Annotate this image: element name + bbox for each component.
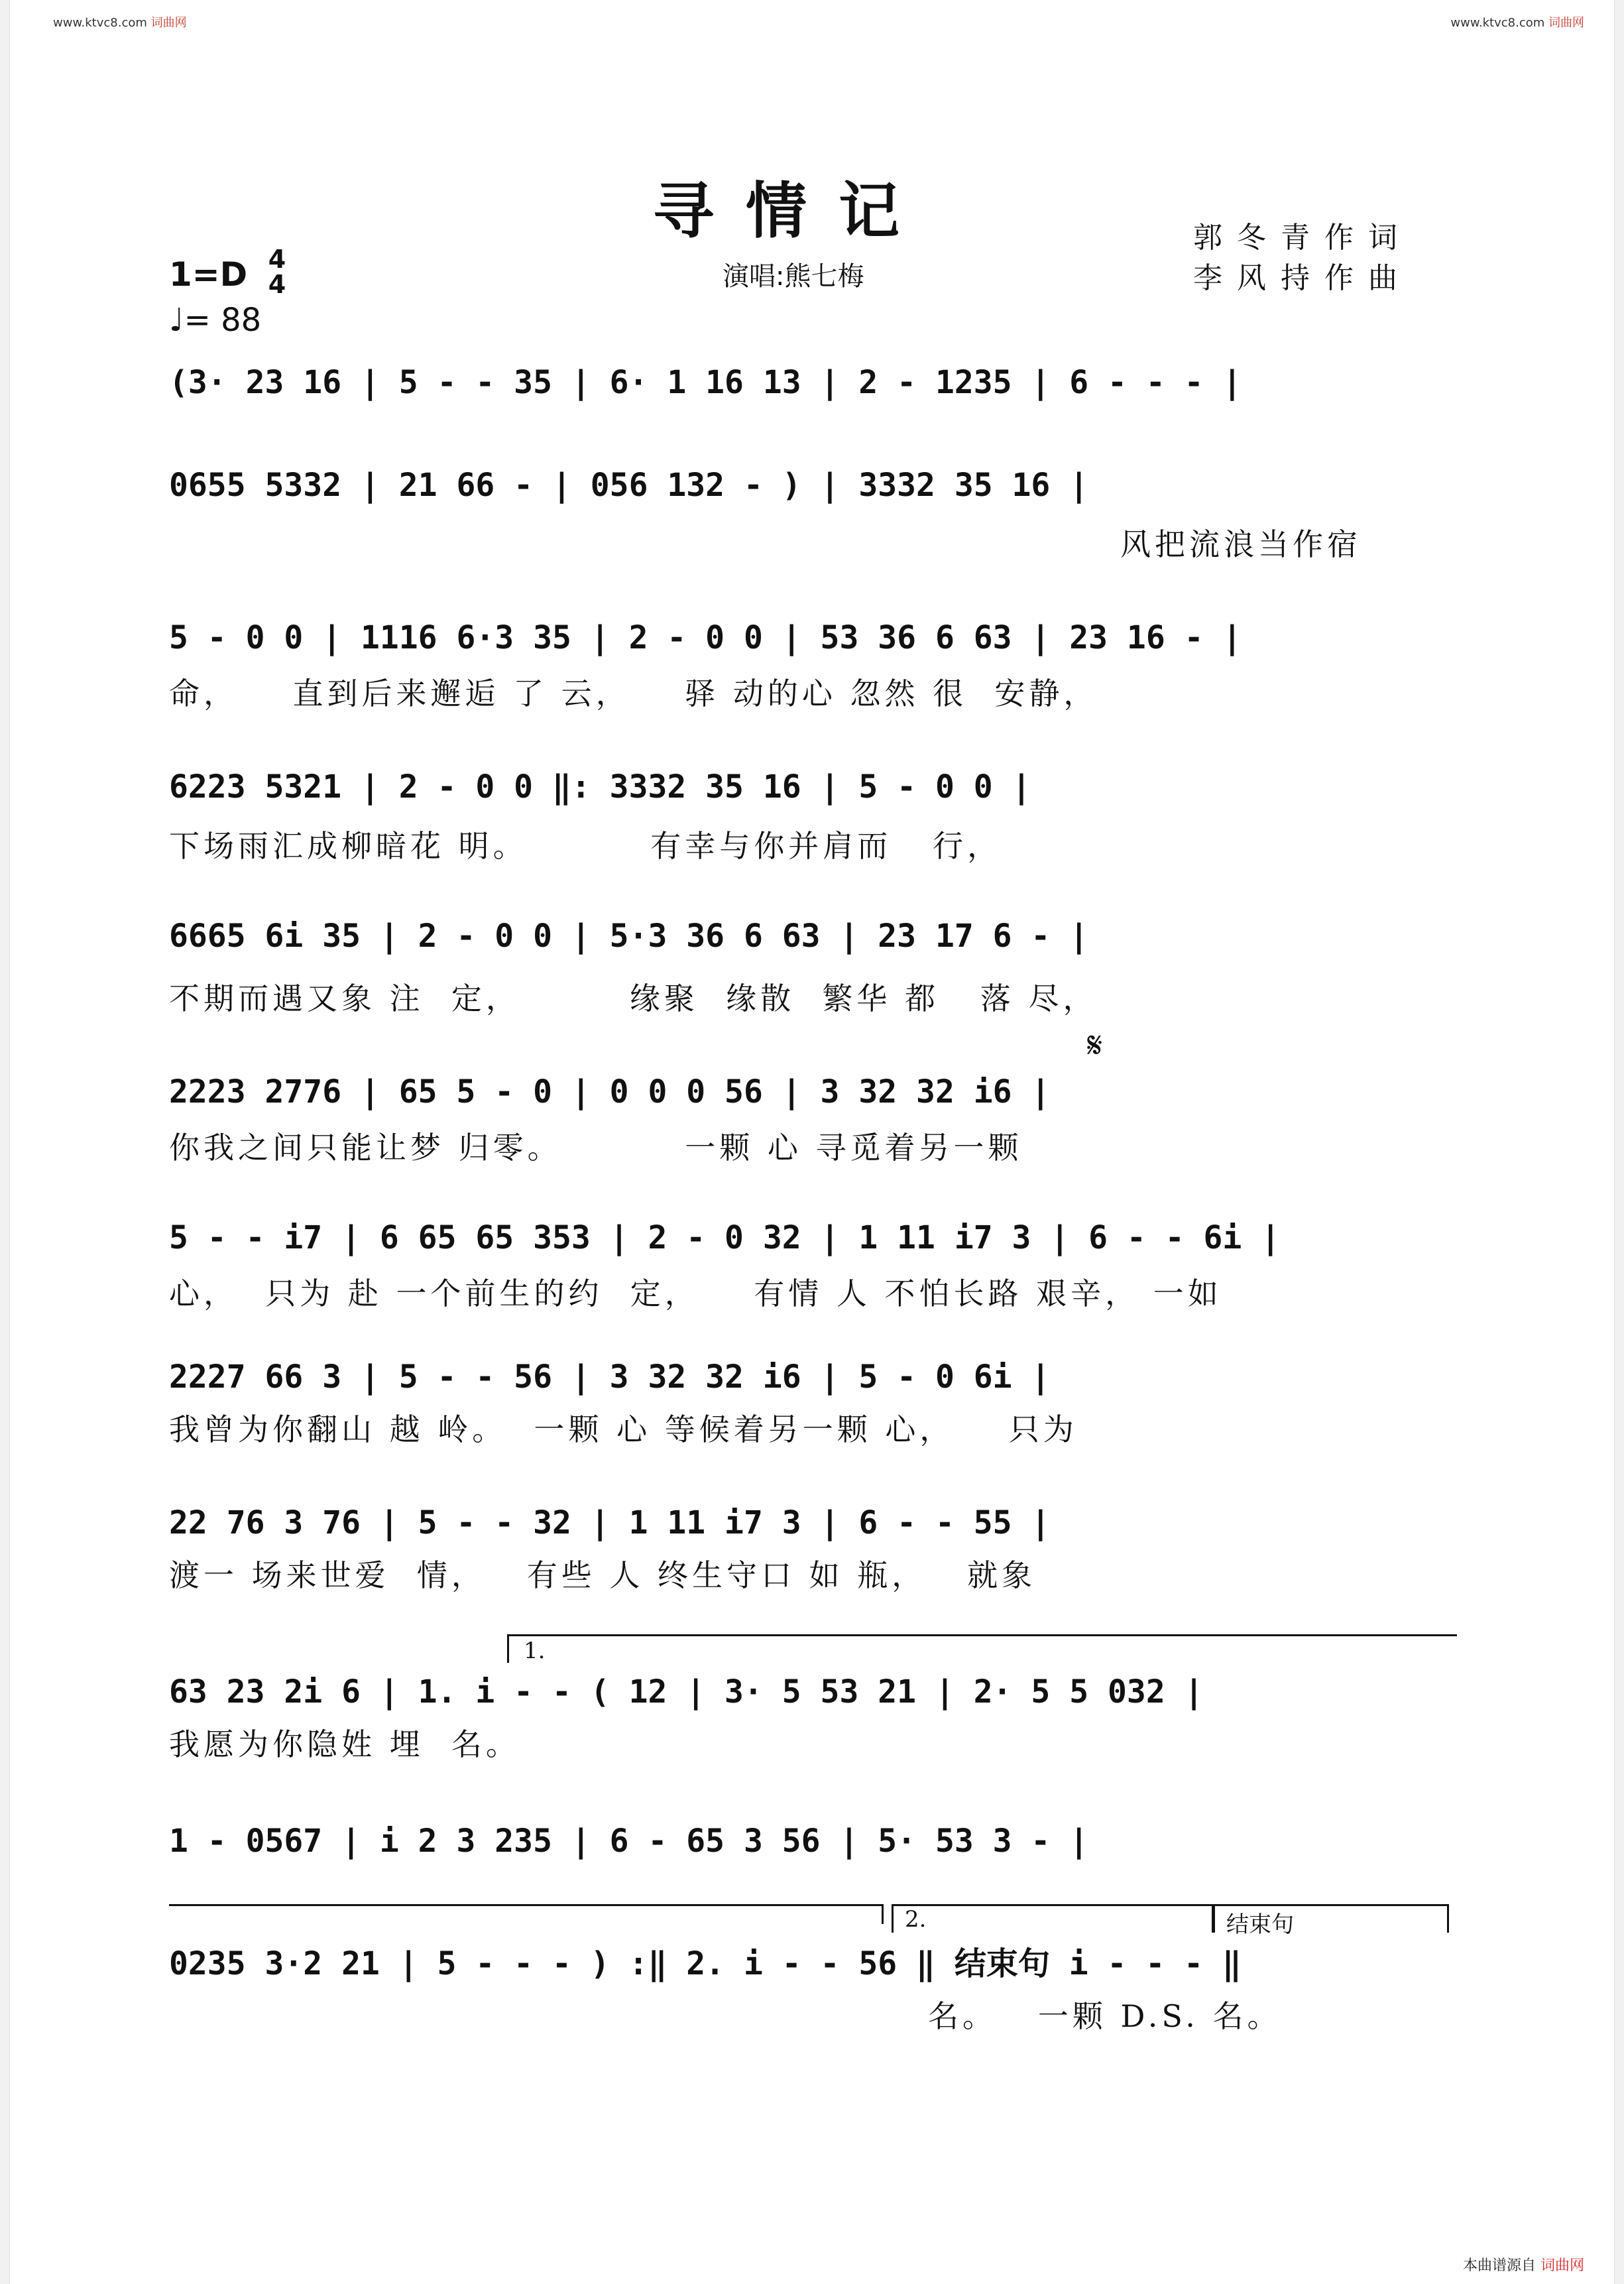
score-line-11 [169,1820,1458,1862]
song-title: 寻情记 [653,175,932,247]
notes-10: 63 23 2i 6 | 1. i - - ( 12 | 3· 5 53 21 | 2· 5 5 032 | [169,1673,1204,1711]
score-line-5 [169,915,1458,957]
score-line-10 [169,1671,1458,1713]
header-right-site: www.ktvc8.com [1450,16,1545,30]
score-line-7 [169,1217,1458,1259]
score-line-8 [169,1356,1458,1398]
volta-1-label: 1. [524,1638,546,1664]
volta-2-label: 2. [905,1906,927,1933]
notes-7: 5 - - i7 | 6 65 65 353 | 2 - 0 32 | 1 11 i7 3 | 6 - - 6i | [169,1219,1281,1256]
header-left [53,13,187,30]
volta-1-continuation [169,1904,882,1906]
notes-8: 2227 66 3 | 5 - - 56 | 3 32 32 i6 | 5 - 0 6i | [169,1358,1051,1396]
lyric-line-2: 风把流浪当作宿 [1120,526,1362,562]
header-left-brand: 词曲网 [150,16,187,30]
lyric-line-4: 下场雨汇成柳暗花 明。 有幸与你并肩而 行， [169,828,1002,864]
footer-brand: 词曲网 [1540,2257,1584,2274]
score-line-3 [169,617,1458,659]
lyricist-credit: 郭冬青作词 [1193,221,1412,255]
header-left-site: www.ktvc8.com [53,16,147,30]
header-right [1450,13,1584,30]
lyric-line-10: 我愿为你隐姓 埋 名。 [169,1726,520,1762]
notes-9: 22 76 3 76 | 5 - - 32 | 1 11 i7 3 | 6 - - 55 | [169,1504,1051,1541]
footer-source [1463,2254,1584,2275]
score-line-2 [169,464,1458,507]
segno-sign: 𝄋 [1087,1024,1103,1066]
notes-11: 1 - 0567 | i 2 3 235 | 6 - 65 3 56 | 5· 53 3 - | [169,1823,1089,1860]
notes-4: 6223 5321 | 2 - 0 0 ‖: 3332 35 16 | 5 - 0 0 | [169,768,1031,806]
footer-source-text: 本曲谱源自 [1462,2257,1536,2274]
score-line-6 [169,1071,1458,1113]
key-signature: 1=D [169,255,248,294]
tempo-marking: ♩= 88 [169,302,262,339]
lyric-line-7: 心， 只为 赴 一个前生的约 定， 有情 人 不怕长路 艰辛， 一如 [169,1276,1222,1311]
time-signature [264,247,290,297]
notes-5: 6665 6i 35 | 2 - 0 0 | 5·3 36 6 63 | 23 17 6 - | [169,918,1089,955]
volta-2-bracket [892,1904,1214,1933]
composer-credit: 李风持作曲 [1193,261,1412,295]
time-signature-numerator: 4 [268,245,286,274]
notes-1: (3· 23 16 | 5 - - 35 | 6· 1 16 13 | 2 - 1235 | 6 - - - | [169,364,1242,401]
lyric-line-6: 你我之间只能让梦 归零。 一颗 心 寻觅着另一颗 [169,1130,1023,1166]
lyric-line-12: 名。 一颗 D.S. 名。 [928,1998,1282,2034]
lyric-line-8: 我曾为你翻山 越 岭。 一颗 心 等候着另一颗 心， 只为 [169,1412,1078,1447]
lyric-line-3: 命， 直到后来邂逅 了 云， 驿 动的心 忽然 很 安静， [169,676,1098,711]
notes-3: 5 - 0 0 | 1116 6·3 35 | 2 - 0 0 | 53 36 6 63 | 23 16 - | [169,619,1242,656]
singer-credit: 演唱:熊七梅 [723,261,864,292]
volta-1-end-tick [882,1904,884,1924]
score-line-4 [169,766,1458,808]
score-line-1 [169,361,1458,404]
ending-label: 结束句 [1226,1911,1294,1938]
notes-12: 0235 3·2 21 | 5 - - - ) :‖ 2. i - - 56 ‖ 结束句 i - - - ‖ [169,1945,1242,1982]
left-margin-strip [0,0,10,2284]
score-line-9 [169,1502,1458,1544]
lyric-line-5: 不期而遇又象 注 定， 缘聚 缘散 繁华 都 落 尽， [169,981,1098,1016]
lyric-line-9: 渡一 场来世爱 情， 有些 人 终生守口 如 瓶， 就象 [169,1557,1037,1593]
volta-1-bracket [507,1634,1457,1663]
notes-6: 2223 2776 | 65 5 - 0 | 0 0 0 56 | 3 32 32 i6 | [169,1073,1051,1111]
score-line-12 [169,1939,1458,1982]
notes-2: 0655 5332 | 21 66 - | 056 132 - ) | 3332 35 16 | [169,467,1089,504]
lyric-line-1 [169,411,1458,451]
time-signature-denominator: 4 [268,270,286,299]
header-right-brand: 词曲网 [1548,16,1584,30]
right-margin-strip [1614,0,1624,2284]
